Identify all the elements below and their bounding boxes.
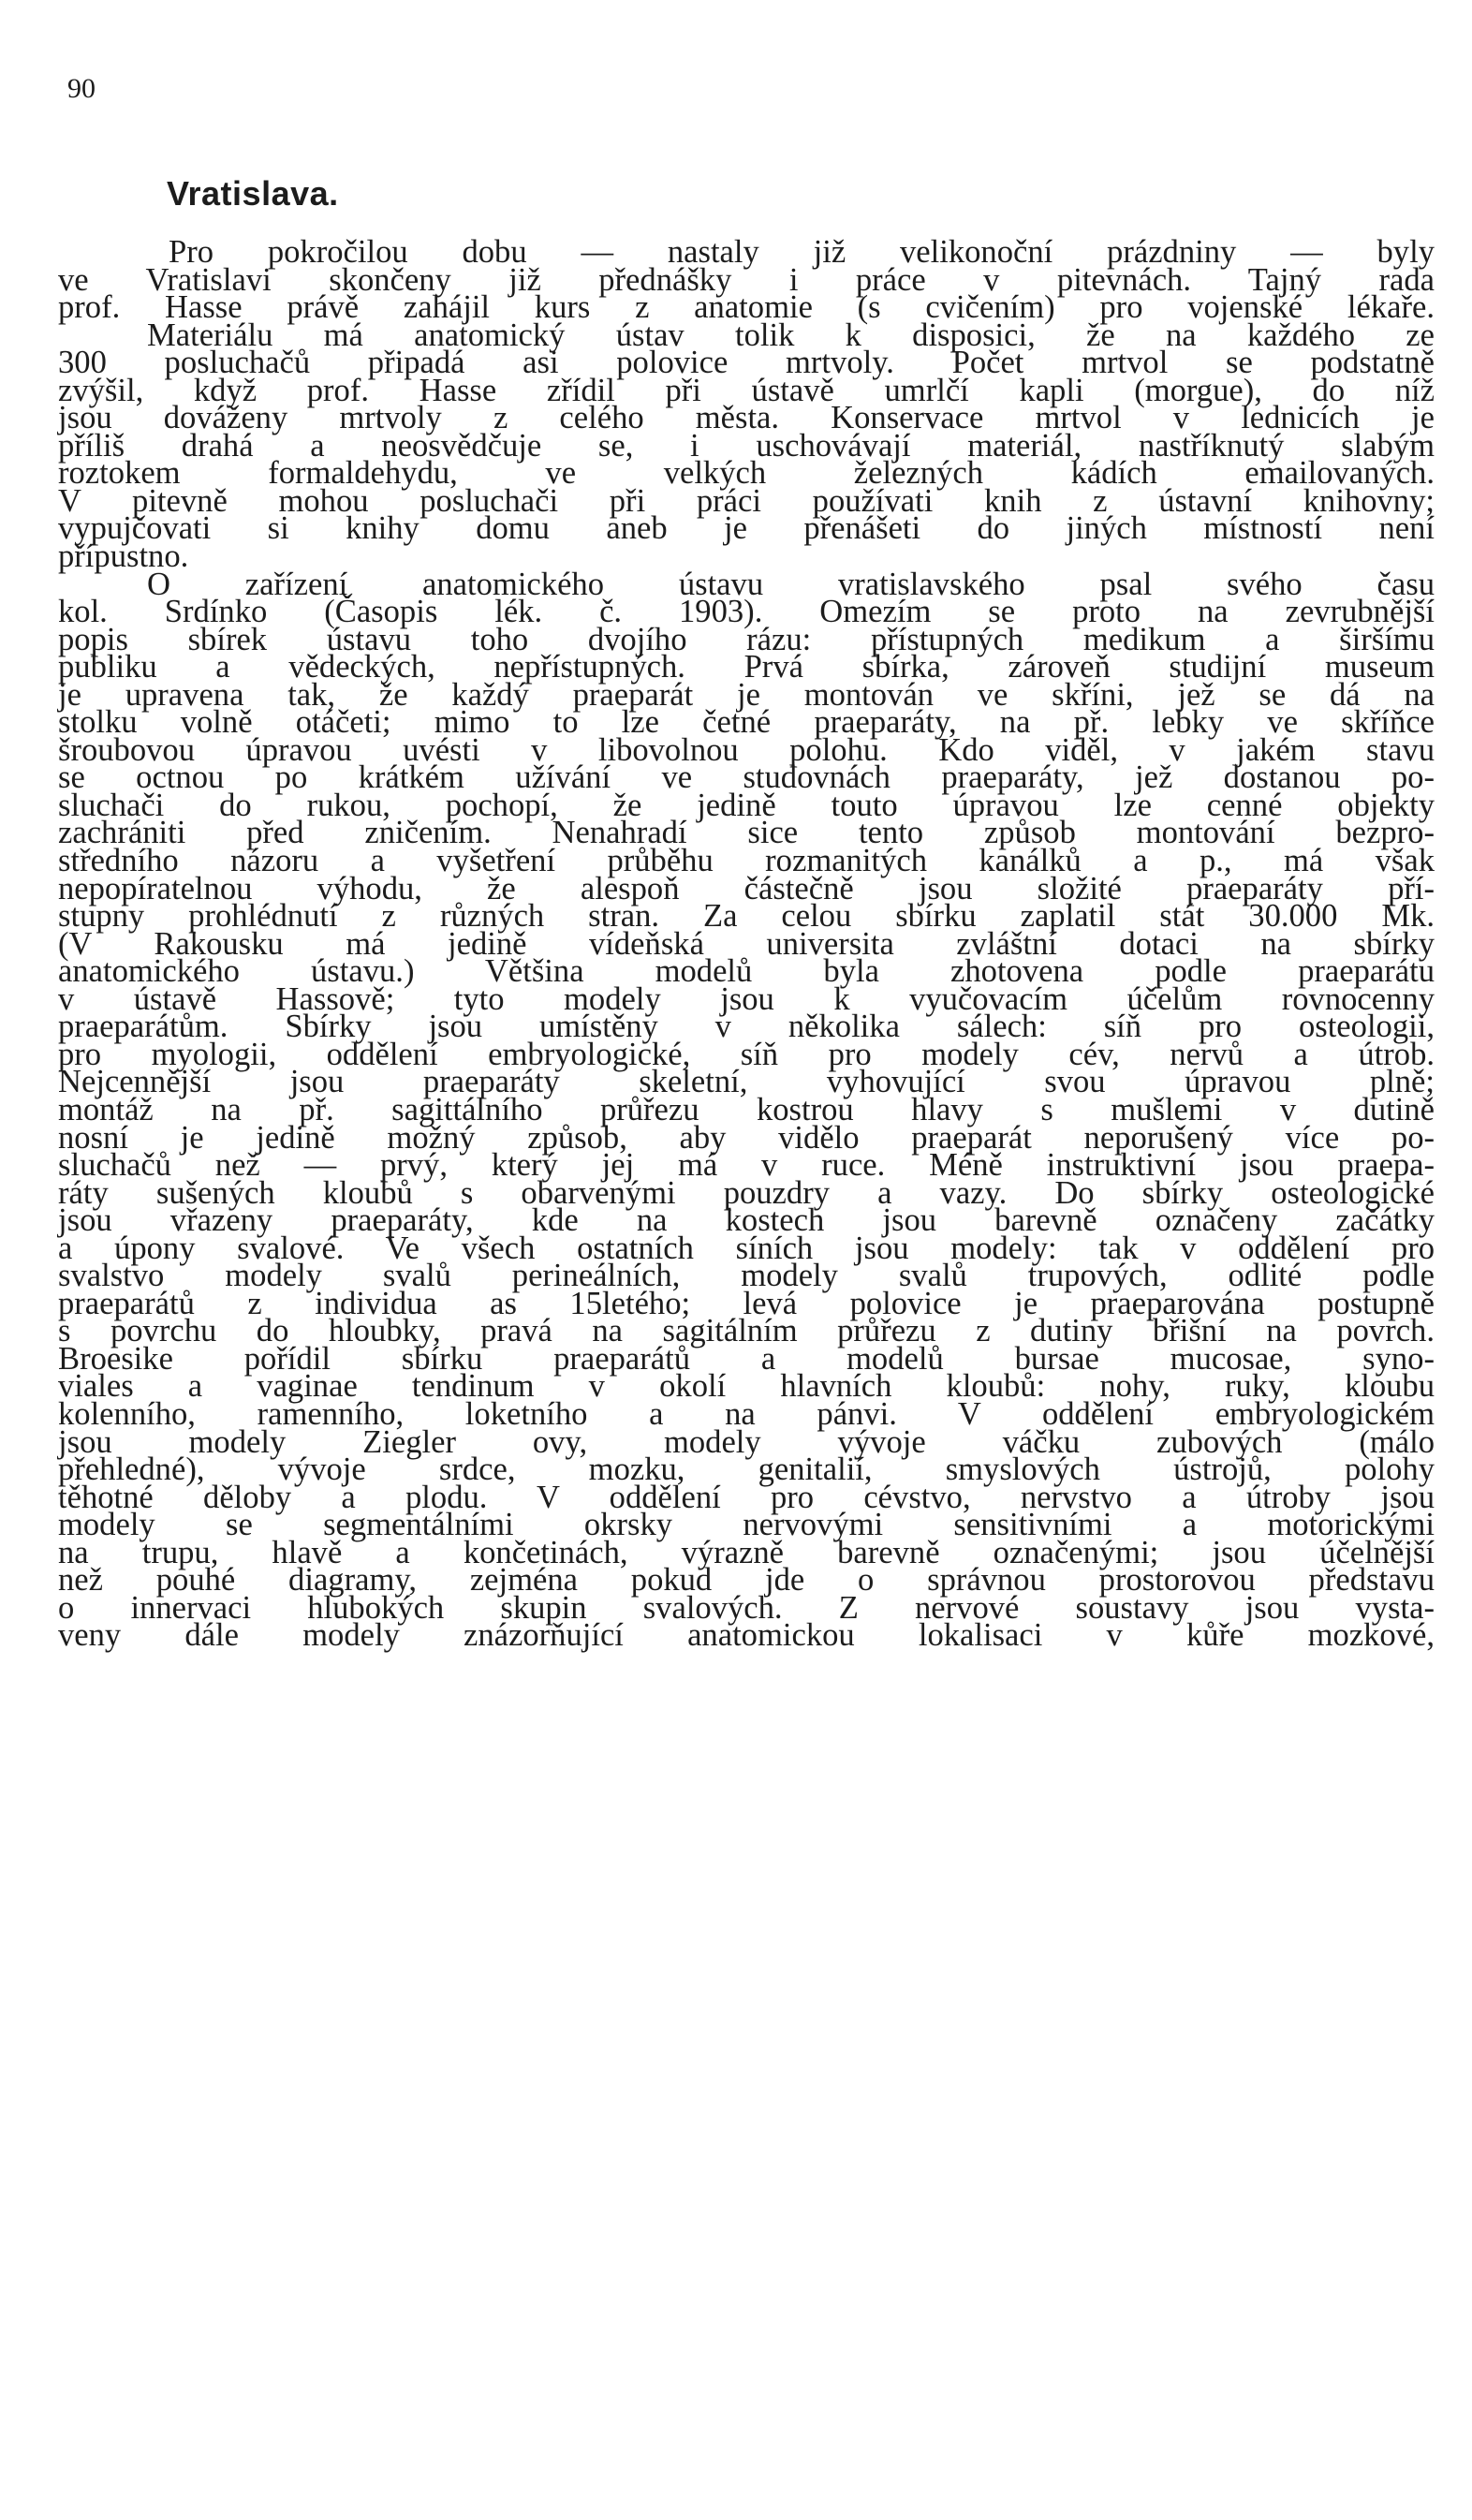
text-line: ráty sušených kloubů s obarvenými pouzdry a vazy. Do sbírky osteologické [58,1174,1435,1211]
text-line: svalstvo modely svalů perineálních, modely svalů trupových, odlité podle [58,1258,1435,1294]
text-line: Materiálu má anatomický ústav tolik k disposici, že na každého ze [147,317,1435,353]
text-line: nosní je jedině možný způsob, aby vidělo praeparát neporušený více po- [58,1119,1435,1156]
text-line: jsou vřazeny praeparáty, kde na kostech jsou barevně označeny začátky [58,1202,1435,1239]
text-line: středního názoru a vyšetření průběhu rozmanitých kanálků a p., má však [58,843,1435,879]
text-line: než pouhé diagramy, zejména pokud jde o správnou prostorovou představu [58,1562,1435,1599]
text-line: V pitevně mohou posluchači při práci používati knih z ústavní knihovny; [58,482,1435,519]
text-line: jsou modely Ziegler ovy, modely vývoje váčku zubových (málo [58,1423,1435,1460]
text-line: přehledné), vývoje srdce, mozku, genitalií, smyslových ústrojů, polohy [58,1452,1435,1488]
text-line: ve Vratislavi skončeny již přednášky i práce v pitevnách. Tajný rada [58,261,1435,298]
text-line: na trupu, hlavě a končetinách, výrazně barevně označenými; jsou účelnější [58,1534,1435,1570]
body-text [58,234,1435,1654]
text-line: pro myologii, oddělení embryologické, síň pro modely cév, nervů a útrob. [58,1036,1435,1072]
text-line: jsou dováženy mrtvoly z celého města. Konservace mrtvol v lednicích je [58,400,1435,436]
text-line: kol. Srdínko (Časopis lék. č. 1903). Omezím se proto na zevrubnější [58,594,1435,630]
section-heading: Vratislava. [167,174,339,213]
text-line: montáž na př. sagittálního průřezu kostrou hlavy s mušlemi v dutině [58,1091,1435,1127]
text-line: O zařízení anatomického ústavu vratislavského psal svého času [147,566,1435,602]
text-line: anatomického ústavu.) Většina modelů byla zhotovena podle praeparátu [58,953,1435,990]
text-line: s povrchu do hloubky, pravá na sagitálním průřezu z dutiny břišní na povrch. [58,1313,1435,1349]
text-line: publiku a vědeckých, nepřístupných. Prvá sbírka, zároveň studijní museum [58,649,1435,685]
text-line: sluchačů než — prvý, který jej má v ruce. Méně instruktivní jsou praepa- [58,1147,1435,1184]
text-line: roztokem formaldehydu, ve velkých železných kádích emailovaných. [58,455,1435,492]
text-line: a úpony svalové. Ve všech ostatních síních jsou modely: tak v oddělení pro [58,1230,1435,1266]
text-line: zachrániti před zničením. Nenahradí sice tento způsob montování bezpro- [58,815,1435,851]
text-line: vypujčovati si knihy domu aneb je přenášeti do jiných místností není [58,510,1435,547]
text-line: (V Rakousku má jedině vídeňská universita zvláštní dotaci na sbírky [58,925,1435,962]
text-line: těhotné děloby a plodu. V oddělení pro cévstvo, nervstvo a útroby jsou [58,1479,1435,1515]
text-line: v ústavě Hassově; tyto modely jsou k vyučovacím účelům rovnocenny [58,980,1435,1017]
text-line: nepopíratelnou výhodu, že alespoň částečně jsou složité praeparáty pří- [58,870,1435,906]
text-line: modely se segmentálními okrsky nervovými sensitivními a motorickými [58,1507,1435,1543]
text-line: praeparátům. Sbírky jsou umístěny v několika sálech: síň pro osteologii, [58,1009,1435,1045]
text-line: prof. Hasse právě zahájil kurs z anatomie (s cvičením) pro vojenské lékaře. [58,289,1435,326]
text-line: kolenního, ramenního, loketního a na pánvi. V oddělení embryologickém [58,1395,1435,1432]
text-line: o innervaci hlubokých skupin svalových. Z nervové soustavy jsou vysta- [58,1589,1435,1626]
text-line: 300 posluchačů připadá asi polovice mrtvoly. Počet mrtvol se podstatně [58,345,1435,381]
text-line: je upravena tak, že každý praeparát je montován ve skříni, jež se dá na [58,676,1435,713]
text-line: viales a vaginae tendinum v okolí hlavních kloubů: nohy, ruky, kloubu [58,1368,1435,1405]
text-line: veny dále modely znázorňující anatomickou lokalisaci v kůře mozkové, [58,1617,1435,1654]
text-line: příliš drahá a neosvědčuje se, i uschovávají materiál, nastříknutý slabým [58,427,1435,464]
text-line: se octnou po krátkém užívání ve studovnách praeparáty, jež dostanou po- [58,759,1435,796]
text-line: stupny prohlédnutí z různých stran. Za celou sbírku zaplatil stát 30.000 Mk. [58,898,1435,935]
text-line: přípustno. [58,538,189,575]
page-number: 90 [67,73,96,104]
text-line: popis sbírek ústavu toho dvojího rázu: přístupných medikum a širšímu [58,621,1435,657]
text-line: Nejcennější jsou praeparáty skeletní, vyhovující svou úpravou plně; [58,1064,1435,1100]
text-line: Broesike pořídil sbírku praeparátů a modelů bursae mucosae, syno- [58,1340,1435,1377]
text-line: praeparátů z individua as 15letého; levá polovice je praeparována postupně [58,1285,1435,1321]
text-line: Pro pokročilou dobu — nastaly již velikonoční prázdniny — byly [169,234,1435,270]
text-line: sluchači do rukou, pochopí, že jedině touto úpravou lze cenné objekty [58,787,1435,823]
text-line: zvýšil, když prof. Hasse zřídil při ústavě umrlčí kapli (morgue), do níž [58,372,1435,408]
text-line: šroubovou úpravou uvésti v libovolnou polohu. Kdo viděl, v jakém stavu [58,731,1435,768]
text-line: stolku volně otáčeti; mimo to lze četné praeparáty, na př. lebky ve skříňce [58,704,1435,741]
